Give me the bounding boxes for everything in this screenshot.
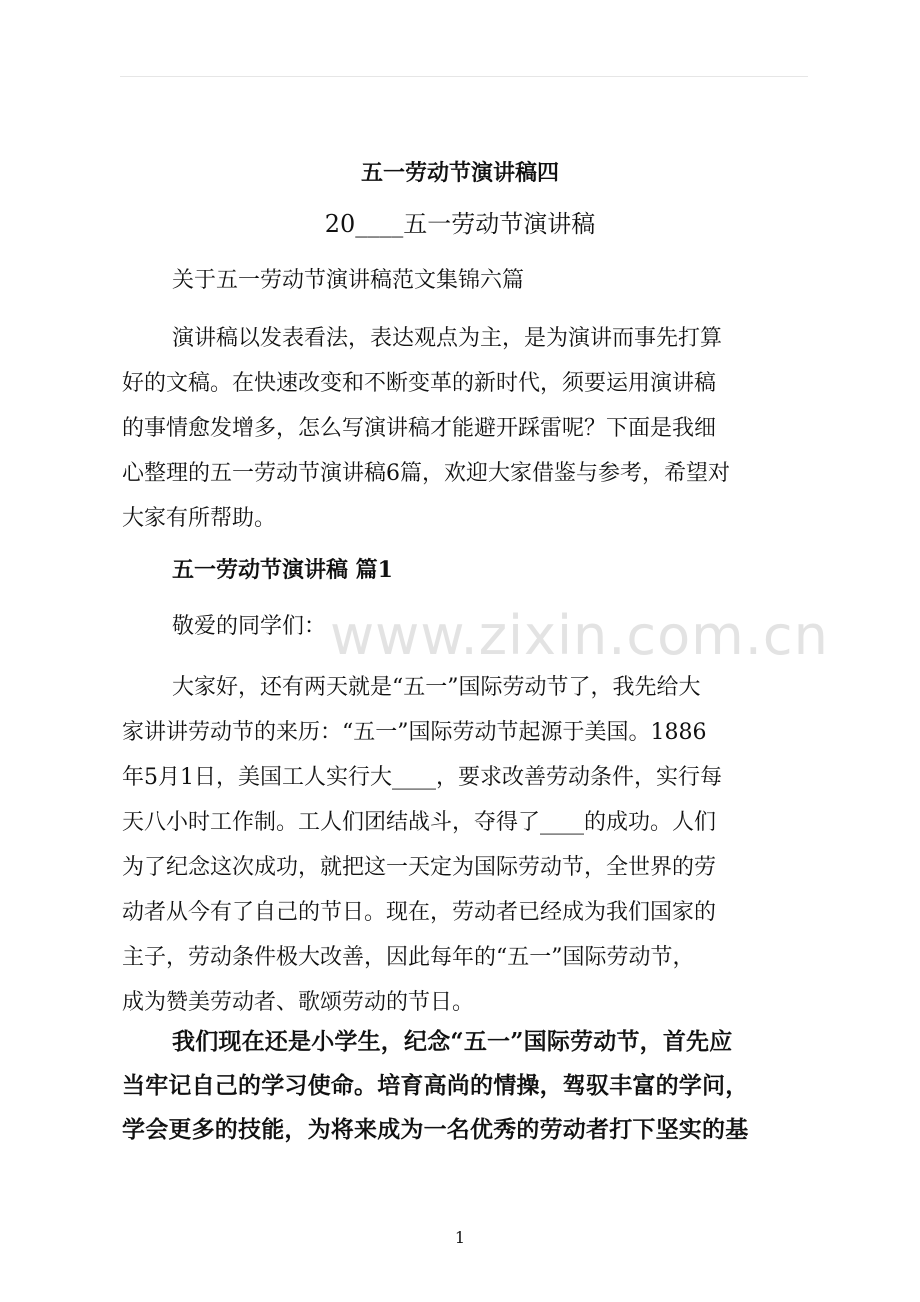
section-heading: 五一劳动节演讲稿 篇1 [172, 557, 393, 583]
paragraph-line: 好的文稿。在快速改变和不断变革的新时代，须要运用演讲稿 [122, 371, 717, 396]
paragraph-line: 大家好，还有两天就是“五一”国际劳动节了，我先给大 [172, 675, 701, 700]
paragraph-line: 主子，劳动条件极大改善，因此每年的“五一”国际劳动节， [122, 945, 695, 970]
paragraph-line: 的事情愈发增多，怎么写演讲稿才能避开踩雷呢？下面是我细 [122, 416, 717, 441]
bold-paragraph-line: 我们现在还是小学生，纪念“五一”国际劳动节，首先应 [172, 1028, 733, 1055]
bold-paragraph-line: 当牢记自己的学习使命。培育高尚的情操，驾驭丰富的学问， [122, 1072, 749, 1099]
paragraph-line: 家讲讲劳动节的来历：“五一”国际劳动节起源于美国。1886 [122, 720, 707, 745]
paragraph-line: 大家有所帮助。 [122, 506, 277, 531]
paragraph-line: 演讲稿以发表看法，表达观点为主，是为演讲而事先打算 [172, 326, 723, 351]
paragraph-line: 年5月1日，美国工人实行大____，要求改善劳动条件，实行每 [122, 765, 722, 790]
paragraph-line: 动者从今有了自己的节日。现在，劳动者已经成为我们国家的 [122, 900, 717, 925]
intro-line: 关于五一劳动节演讲稿范文集锦六篇 [172, 268, 525, 293]
header-rule [120, 76, 808, 77]
salutation: 敬爱的同学们： [172, 614, 327, 639]
paragraph-line: 心整理的五一劳动节演讲稿6篇，欢迎大家借鉴与参考，希望对 [122, 461, 730, 486]
paragraph-line: 天八小时工作制。工人们团结战斗，夺得了____的成功。人们 [122, 810, 717, 835]
document-title: 五一劳动节演讲稿四 [360, 160, 559, 186]
paragraph-line: 成为赞美劳动者、歌颂劳动的节日。 [122, 990, 475, 1015]
page-number: 1 [454, 1228, 466, 1247]
watermark: www.zixin.com.cn [330, 604, 829, 667]
bold-paragraph-line: 学会更多的技能，为将来成为一名优秀的劳动者打下坚实的基 [122, 1116, 749, 1143]
paragraph-line: 为了纪念这次成功，就把这一天定为国际劳动节，全世界的劳 [122, 855, 717, 880]
document-subtitle: 20____五一劳动节演讲稿 [324, 210, 596, 238]
